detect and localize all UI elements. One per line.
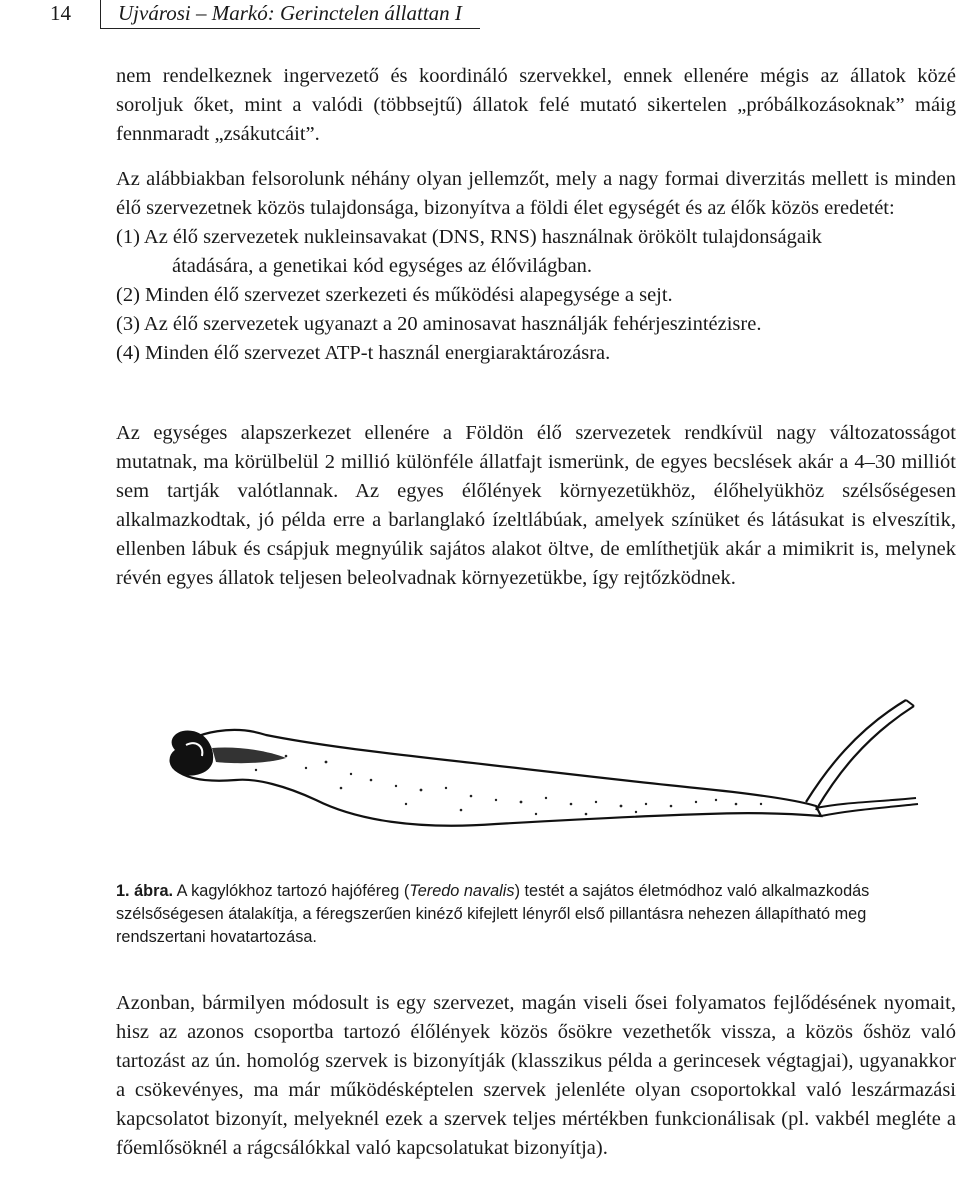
features-list — [116, 223, 956, 368]
list-item-text: (1) Az élő szervezetek nukleinsavakat (DNS, RNS) használnak örökölt tulajdonságaik — [116, 226, 822, 248]
caption-text-b: ) testét a sajátos életmódhoz való alkalmazkodás szélsőségesen átalakítja, a féregszerűen kinéző kifejlett lényről első pillantásra nehezen állapítható meg rendszertani hovatartozása. — [116, 882, 870, 946]
figure-caption — [116, 880, 916, 949]
caption-text-a: A kagylókhoz tartozó hajóféreg ( — [173, 882, 410, 900]
list-item-continuation: átadására, a genetikai kód egységes az élővilágban. — [172, 255, 593, 277]
shipworm-illustration — [116, 690, 956, 880]
figure-shipworm — [116, 690, 956, 880]
list-item — [116, 281, 956, 310]
running-title: Ujvárosi – Markó: Gerinctelen állattan I — [118, 1, 462, 25]
header-divider — [100, 0, 101, 28]
homology-section — [116, 989, 956, 1163]
species-name: Teredo navalis — [409, 882, 515, 900]
page-number: 14 — [50, 1, 71, 25]
diversity-paragraph: Az egységes alapszerkezet ellenére a Földön élő szervezetek rendkívül nagy változatosságot mutatnak, ma körülbelül 2 millió különféle állatfajt ismerünk, de egyes becslések akár a 4–30 milliót sem tartják valótlannak. Az egyes élőlények környezetükhöz, élőhelyükhöz szélsőségesen alkalmazkodtak, jó példa erre a barlanglakó ízeltlábúak, amelyek színüket és látásukat is elveszítik, ellenben lábuk és csápjuk megnyúlik sajátos alakot öltve, de említhetjük akár a mimikrit is, melynek révén egyes állatok teljesen beleolvadnak környezetükbe, így rejtőzködnek. — [116, 422, 956, 589]
intro-paragraph: nem rendelkeznek ingervezető és koordináló szervekkel, ennek ellenére mégis az állatok közé soroljuk őket, mint a valódi (többsejtű) állatok felé mutató sikertelen „próbálkozásoknak” máig fennmaradt „zsákutcáit”. — [116, 65, 956, 145]
figure-label: 1. ábra. — [116, 882, 174, 900]
list-item-text: (3) Az élő szervezetek ugyanazt a 20 aminosavat használják fehérjeszintézisre. — [116, 313, 762, 335]
homology-paragraph: Azonban, bármilyen módosult is egy szervezet, magán viseli ősei folyamatos fejlődésének nyomait, hisz az azonos csoportba tartozó élőlények közös ősökre vezethetők vissza, a közös őshöz való tartozást az ún. homológ szervek is bizonyítják (klasszikus példa a gerincesek végtagjai), ugyanakkor a csökevényes, ma már működésképtelen szervek jelenléte olyan csoportokkal való leszármazási kapcsolatot bizonyít, melyeknél ezek a szervek teljes mértékben funkcionálisak (pl. vakbél megléte a főemlősöknél a rágcsálókkal való kapcsolatukat bizonyítja). — [116, 992, 956, 1159]
intro-section — [116, 62, 956, 149]
diversity-section — [116, 419, 956, 593]
list-item-text: (2) Minden élő szervezet szerkezeti és működési alapegysége a sejt. — [116, 284, 673, 306]
list-item — [116, 223, 956, 281]
list-item — [116, 310, 956, 339]
features-section — [116, 165, 956, 368]
header-rule — [100, 28, 480, 29]
page-header — [0, 0, 960, 42]
list-item — [116, 339, 956, 368]
list-item-text: (4) Minden élő szervezet ATP-t használ energiaraktározásra. — [116, 342, 611, 364]
features-lead: Az alábbiakban felsorolunk néhány olyan jellemzőt, mely a nagy formai diverzitás mellett is minden élő szervezetnek közös tulajdonsága, bizonyítva a földi élet egységét és az élők közös eredetét: — [116, 168, 956, 219]
